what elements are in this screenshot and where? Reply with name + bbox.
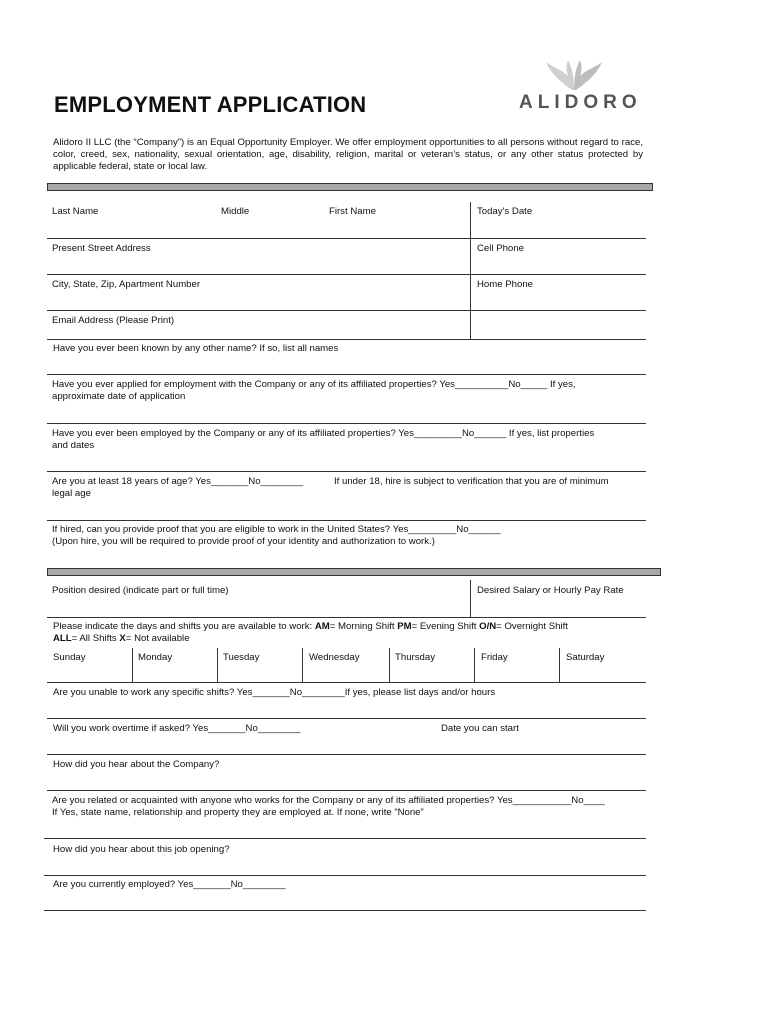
day-thursday[interactable]: Thursday	[395, 652, 435, 663]
related-employee-question[interactable]: Are you related or acquainted with anyone who works for the Company or any of its affiliated properties? Yes___________No____	[52, 795, 605, 806]
row-divider	[47, 374, 646, 375]
day-divider	[474, 648, 475, 682]
age-note-continued: legal age	[52, 488, 91, 499]
last-name-field[interactable]: Last Name	[52, 206, 99, 217]
row-divider	[47, 617, 646, 618]
applied-before-question[interactable]: Have you ever applied for employment with the Company or any of its affiliated properties? Yes__________No_____ If yes,	[52, 379, 576, 390]
pm-desc: = Evening Shift	[411, 621, 480, 632]
row-divider	[47, 423, 646, 424]
row-divider	[44, 838, 646, 839]
start-date-field[interactable]: Date you can start	[441, 723, 519, 734]
section-divider-personal	[47, 183, 653, 191]
pm-key: PM	[397, 621, 412, 632]
not-available-key: X	[119, 633, 126, 644]
row-divider	[47, 471, 646, 472]
street-address-field[interactable]: Present Street Address	[52, 243, 151, 254]
row-divider	[47, 274, 646, 275]
company-logo: ALIDORO	[519, 92, 642, 113]
currently-employed-question[interactable]: Are you currently employed? Yes_______No________	[53, 879, 286, 890]
todays-date-field[interactable]: Today's Date	[477, 206, 533, 217]
overtime-question[interactable]: Will you work overtime if asked? Yes_______No________	[53, 723, 301, 734]
section-divider-position	[47, 568, 661, 576]
wings-logo-icon	[542, 58, 606, 92]
related-employee-instructions: If Yes, state name, relationship and property they are employed at. If none, write “None”	[52, 807, 424, 818]
age-note: If under 18, hire is subject to verification that you are of minimum	[334, 476, 609, 487]
email-field[interactable]: Email Address (Please Print)	[52, 315, 175, 326]
column-divider	[470, 202, 471, 339]
work-eligibility-note: (Upon hire, you will be required to provide proof of your identity and authorization to work.)	[52, 536, 435, 547]
position-desired-field[interactable]: Position desired (indicate part or full time)	[52, 585, 229, 596]
shift-availability-instructions	[53, 621, 568, 634]
cell-phone-field[interactable]: Cell Phone	[477, 243, 524, 254]
all-shifts-desc: = All Shifts	[71, 633, 120, 644]
shift-instructions-text: Please indicate the days and shifts you are available to work:	[53, 621, 315, 632]
row-divider	[47, 754, 646, 755]
hear-about-company-question[interactable]: How did you hear about the Company?	[53, 759, 220, 770]
column-divider	[470, 580, 471, 617]
row-divider	[44, 875, 646, 876]
day-divider	[559, 648, 560, 682]
unable-shifts-question[interactable]: Are you unable to work any specific shifts? Yes_______No________If yes, please list days and/or hours	[53, 687, 496, 698]
day-divider	[389, 648, 390, 682]
applied-before-date-label: approximate date of application	[52, 391, 186, 402]
desired-salary-field[interactable]: Desired Salary or Hourly Pay Rate	[477, 585, 624, 596]
first-name-field[interactable]: First Name	[329, 206, 376, 217]
day-sunday[interactable]: Sunday	[53, 652, 86, 663]
row-divider	[47, 718, 646, 719]
row-divider	[47, 238, 646, 239]
city-state-zip-field[interactable]: City, State, Zip, Apartment Number	[52, 279, 201, 290]
day-friday[interactable]: Friday	[481, 652, 508, 663]
row-divider	[44, 910, 646, 911]
day-tuesday[interactable]: Tuesday	[223, 652, 260, 663]
not-available-desc: = Not available	[125, 633, 190, 644]
page-title: EMPLOYMENT APPLICATION	[54, 92, 367, 117]
row-divider	[47, 790, 646, 791]
employed-before-dates-label: and dates	[52, 440, 95, 451]
row-divider	[47, 682, 646, 683]
shift-legend	[53, 633, 190, 646]
work-eligibility-question[interactable]: If hired, can you provide proof that you are eligible to work in the United States? Yes_________No______	[52, 524, 501, 535]
row-divider	[47, 339, 646, 340]
home-phone-field[interactable]: Home Phone	[477, 279, 533, 290]
other-name-question[interactable]: Have you ever been known by any other name? If so, list all names	[53, 343, 339, 354]
overnight-desc: = Overnight Shift	[496, 621, 568, 632]
eeo-statement: Alidoro II LLC (the “Company”) is an Equal Opportunity Employer. We offer employment opportunities to all persons without regard to race, color, creed, sex, nationality, sexual orientation, age, disability, religion, marital or veteran’s status, or any other status protected by applicable federal, state or local law.	[53, 137, 643, 173]
am-desc: = Morning Shift	[329, 621, 398, 632]
row-divider	[47, 520, 646, 521]
day-divider	[302, 648, 303, 682]
overnight-key: O/N	[479, 621, 497, 632]
age-question[interactable]: Are you at least 18 years of age? Yes_______No________	[52, 476, 304, 487]
all-shifts-key: ALL	[53, 633, 72, 644]
day-saturday[interactable]: Saturday	[566, 652, 605, 663]
employed-before-question[interactable]: Have you ever been employed by the Company or any of its affiliated properties? Yes_________No______ If yes, list properties	[52, 428, 595, 439]
day-divider	[132, 648, 133, 682]
middle-name-field[interactable]: Middle	[221, 206, 250, 217]
row-divider	[47, 310, 646, 311]
hear-about-job-question[interactable]: How did you hear about this job opening?	[53, 844, 230, 855]
day-divider	[217, 648, 218, 682]
am-key: AM	[314, 621, 330, 632]
day-monday[interactable]: Monday	[138, 652, 173, 663]
day-wednesday[interactable]: Wednesday	[309, 652, 360, 663]
